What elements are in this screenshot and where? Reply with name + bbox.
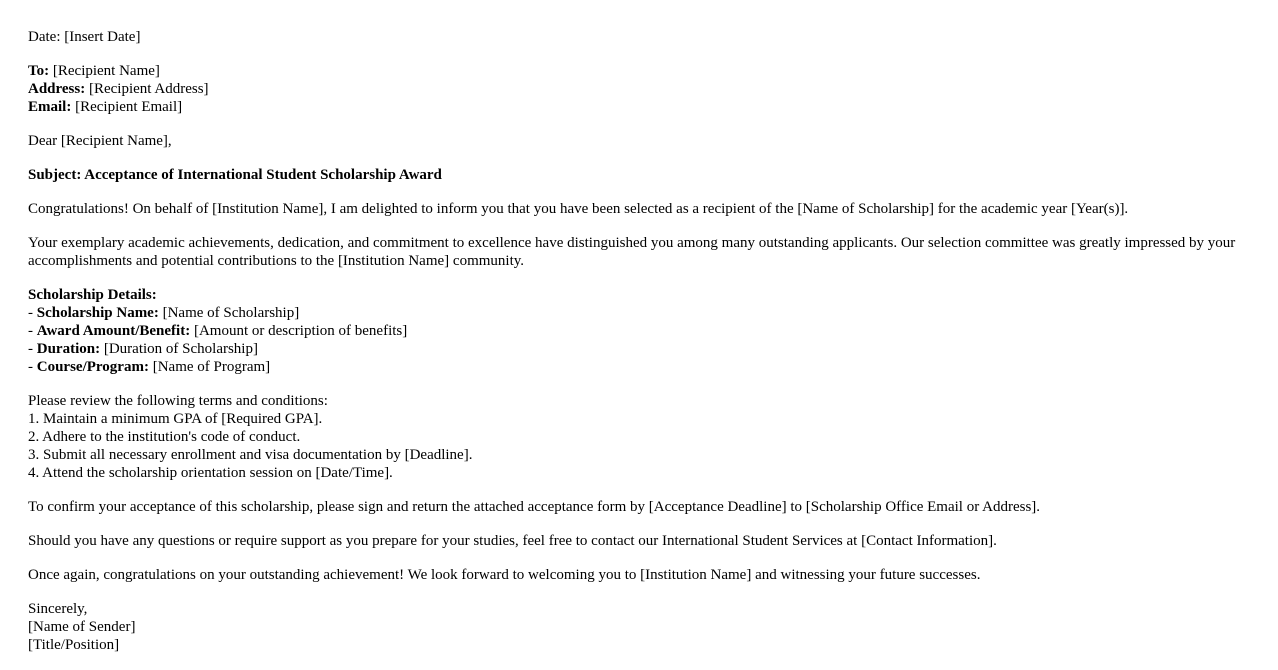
details-item-prefix: - bbox=[28, 323, 37, 339]
terms-block bbox=[28, 392, 1243, 482]
terms-item: 3. Submit all necessary enrollment and visa documentation by [Deadline]. bbox=[28, 447, 473, 463]
terms-item: 1. Maintain a minimum GPA of [Required GPA]. bbox=[28, 411, 323, 427]
recipient-email-line bbox=[28, 98, 1243, 116]
details-item-prefix: - bbox=[28, 341, 37, 357]
terms-intro: Please review the following terms and conditions: bbox=[28, 393, 328, 409]
subject-text: Subject: Acceptance of International Student Scholarship Award bbox=[28, 167, 442, 183]
sender-title: [Title/Position] bbox=[28, 637, 120, 653]
signoff: Sincerely, bbox=[28, 601, 88, 617]
date-value: [Insert Date] bbox=[64, 29, 141, 45]
details-heading: Scholarship Details: bbox=[28, 287, 157, 303]
date-label: Date: bbox=[28, 29, 61, 45]
salutation: Dear [Recipient Name], bbox=[28, 133, 172, 149]
details-item-value: [Amount or description of benefits] bbox=[190, 323, 408, 339]
details-item-value: [Duration of Scholarship] bbox=[100, 341, 258, 357]
details-item bbox=[28, 358, 1243, 376]
details-item bbox=[28, 340, 1243, 358]
recipient-address-label: Address: bbox=[28, 81, 86, 97]
sender-name: [Name of Sender] bbox=[28, 619, 136, 635]
recipient-email-label: Email: bbox=[28, 99, 72, 115]
terms-item: 4. Attend the scholarship orientation session on [Date/Time]. bbox=[28, 465, 393, 481]
paragraph-achievements: Your exemplary academic achievements, dedication, and commitment to excellence have distinguished you among many outstanding applicants. Our selection committee was greatly impressed by your accomplishments and potential contributions to the [Institution Name] community. bbox=[28, 235, 1236, 269]
paragraph-closing-remarks: Once again, congratulations on your outstanding achievement! We look forward to welcoming you to [Institution Name] and witnessing your future successes. bbox=[28, 567, 981, 583]
details-item bbox=[28, 304, 1243, 322]
paragraph-questions: Should you have any questions or require support as you prepare for your studies, feel free to contact our International Student Services at [Contact Information]. bbox=[28, 533, 997, 549]
paragraph-congratulations: Congratulations! On behalf of [Institution Name], I am delighted to inform you that you have been selected as a recipient of the [Name of Scholarship] for the academic year [Year(s)]. bbox=[28, 201, 1129, 217]
recipient-to-value: [Recipient Name] bbox=[52, 63, 160, 79]
details-item-value: [Name of Program] bbox=[148, 359, 271, 375]
details-item-prefix: - bbox=[28, 359, 37, 375]
letter-body bbox=[28, 28, 1243, 670]
paragraph-confirm: To confirm your acceptance of this scholarship, please sign and return the attached acceptance form by [Acceptance Deadline] to [Scholarship Office Email or Address]. bbox=[28, 499, 1041, 515]
signature-block bbox=[28, 600, 1243, 654]
recipient-address-line bbox=[28, 80, 1243, 98]
date-line bbox=[28, 28, 1243, 46]
recipient-to-label: To: bbox=[28, 63, 50, 79]
details-item-label: Course/Program: bbox=[36, 359, 149, 375]
recipient-to-line bbox=[28, 62, 1243, 80]
recipient-address-value: [Recipient Address] bbox=[88, 81, 209, 97]
details-item-prefix: - bbox=[28, 305, 37, 321]
details-item-value: [Name of Scholarship] bbox=[158, 305, 300, 321]
subject-line bbox=[28, 166, 1243, 184]
scholarship-details bbox=[28, 286, 1243, 376]
terms-item: 2. Adhere to the institution's code of conduct. bbox=[28, 429, 301, 445]
details-item-label: Duration: bbox=[36, 341, 101, 357]
recipient-block bbox=[28, 62, 1243, 116]
details-item-label: Scholarship Name: bbox=[36, 305, 159, 321]
recipient-email-value: [Recipient Email] bbox=[75, 99, 183, 115]
details-item-label: Award Amount/Benefit: bbox=[36, 323, 191, 339]
details-item bbox=[28, 322, 1243, 340]
